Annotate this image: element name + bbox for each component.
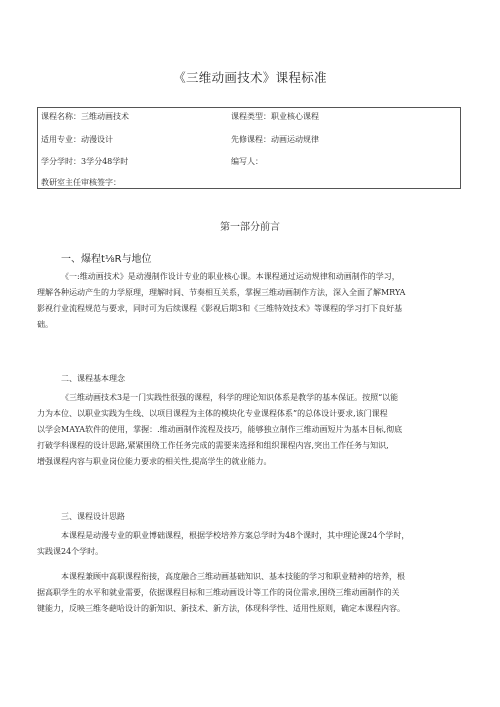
hours-cell xyxy=(41,156,128,167)
part-title: 第一部分前言 xyxy=(220,222,280,233)
section1-heading: 一、爆程t⅛R与地位 xyxy=(61,254,152,265)
paragraph-line: 实践课24个学时。 xyxy=(37,547,104,556)
approver-label: 教研室主任审核签字： xyxy=(41,178,121,187)
paragraph-line: 础。 xyxy=(37,320,53,329)
author-cell xyxy=(231,156,263,167)
info-row-1 xyxy=(38,111,460,123)
section1-paragraph xyxy=(37,269,463,333)
paragraph-line: 以学会MAYA软件的使用，掌握：.维动画制作流程及技巧，能够独立制作三维动画短片为基本目标,彻底 xyxy=(37,425,403,434)
course-name-value: 三维动画技术 xyxy=(81,112,129,121)
course-name-cell xyxy=(41,111,129,122)
course-type-label: 课程类型： xyxy=(231,112,271,121)
paragraph-line: 增强课程内容与职业岗位能力要求的相关性,提高学生的就业能力。 xyxy=(37,457,272,466)
approver-cell xyxy=(41,177,121,188)
paragraph-line: 《三维动画技术3是一门实践性很强的课程，科学的理论知识体系是教学的基本保证。按照“以能 xyxy=(61,393,399,402)
major-label: 适用专业： xyxy=(41,135,81,144)
prereq-cell xyxy=(231,134,319,145)
paragraph-line: 本课程兼顾中高职课程衔接，高度融合三维动画基础知识、基本技能的学习和职业精神的培养，根 xyxy=(61,572,405,581)
section3-paragraph-b xyxy=(37,569,463,617)
major-cell xyxy=(41,134,113,145)
hours-value: 3学分48学时 xyxy=(81,157,129,166)
info-row-2 xyxy=(38,134,460,146)
prereq-label: 先修课程： xyxy=(231,135,271,144)
prereq-value: 动画运动规律 xyxy=(271,135,319,144)
paragraph-line: 力为本位、以职业实践为生线、以项目课程为主体的模块化专业课程体系”的总体设计要求,该门课程 xyxy=(37,409,388,418)
info-row-4 xyxy=(38,177,460,189)
section2-paragraph xyxy=(37,390,463,470)
paragraph-line: 理解各种运动产生的力学原理，理解时间、节奏相互关系，掌握三维动画制作方法，深入全面了解MRYA xyxy=(37,288,406,297)
paragraph-line: 键能力，反映三维冬葩哈设计的新知识、新技术、新方法，体现科学性、适用性原则，确定本课程内容。 xyxy=(37,604,405,613)
section3-heading: 三、课程设计思路 xyxy=(61,512,125,521)
author-label: 编写人： xyxy=(231,157,263,166)
paragraph-line: 本课程是动漫专业的职业博础课程，根据学校培养方案总学时为48个课时，其中理论课24个学时， xyxy=(61,531,410,540)
major-value: 动漫设计 xyxy=(81,135,113,144)
course-name-label: 课程名称： xyxy=(41,112,81,121)
paragraph-line: 影视行业流程规范与要求，同时可为后续课程《影视后期3和《三维特效技术》等课程的学习打下良好基 xyxy=(37,304,403,313)
course-info-table xyxy=(37,107,461,189)
document-title: 《三维动画技术》课程标准 xyxy=(173,70,327,85)
section2-heading: 二、课程基本理念 xyxy=(61,374,125,383)
course-type-value: 职业核心课程 xyxy=(271,112,319,121)
paragraph-line: 据高职学生的水平和就业需要，依据课程目标和三维动画设计等工作的岗位需求,围绕三维动画制作的关 xyxy=(37,588,400,597)
section3-paragraph-a xyxy=(37,528,463,560)
hours-label: 学分学时： xyxy=(41,157,81,166)
paragraph-line: 《一:维动画技术》是动漫制作设计专业的职业核心课。本课程通过运动规律和动画制作的学习， xyxy=(61,272,400,281)
info-row-3 xyxy=(38,156,460,168)
course-type-cell xyxy=(231,111,319,122)
paragraph-line: 打破学科课程的设计思路,紧紧围绕工作任务完成的需要来选择和组织课程内容,突出工作任务与知识, xyxy=(37,441,389,450)
